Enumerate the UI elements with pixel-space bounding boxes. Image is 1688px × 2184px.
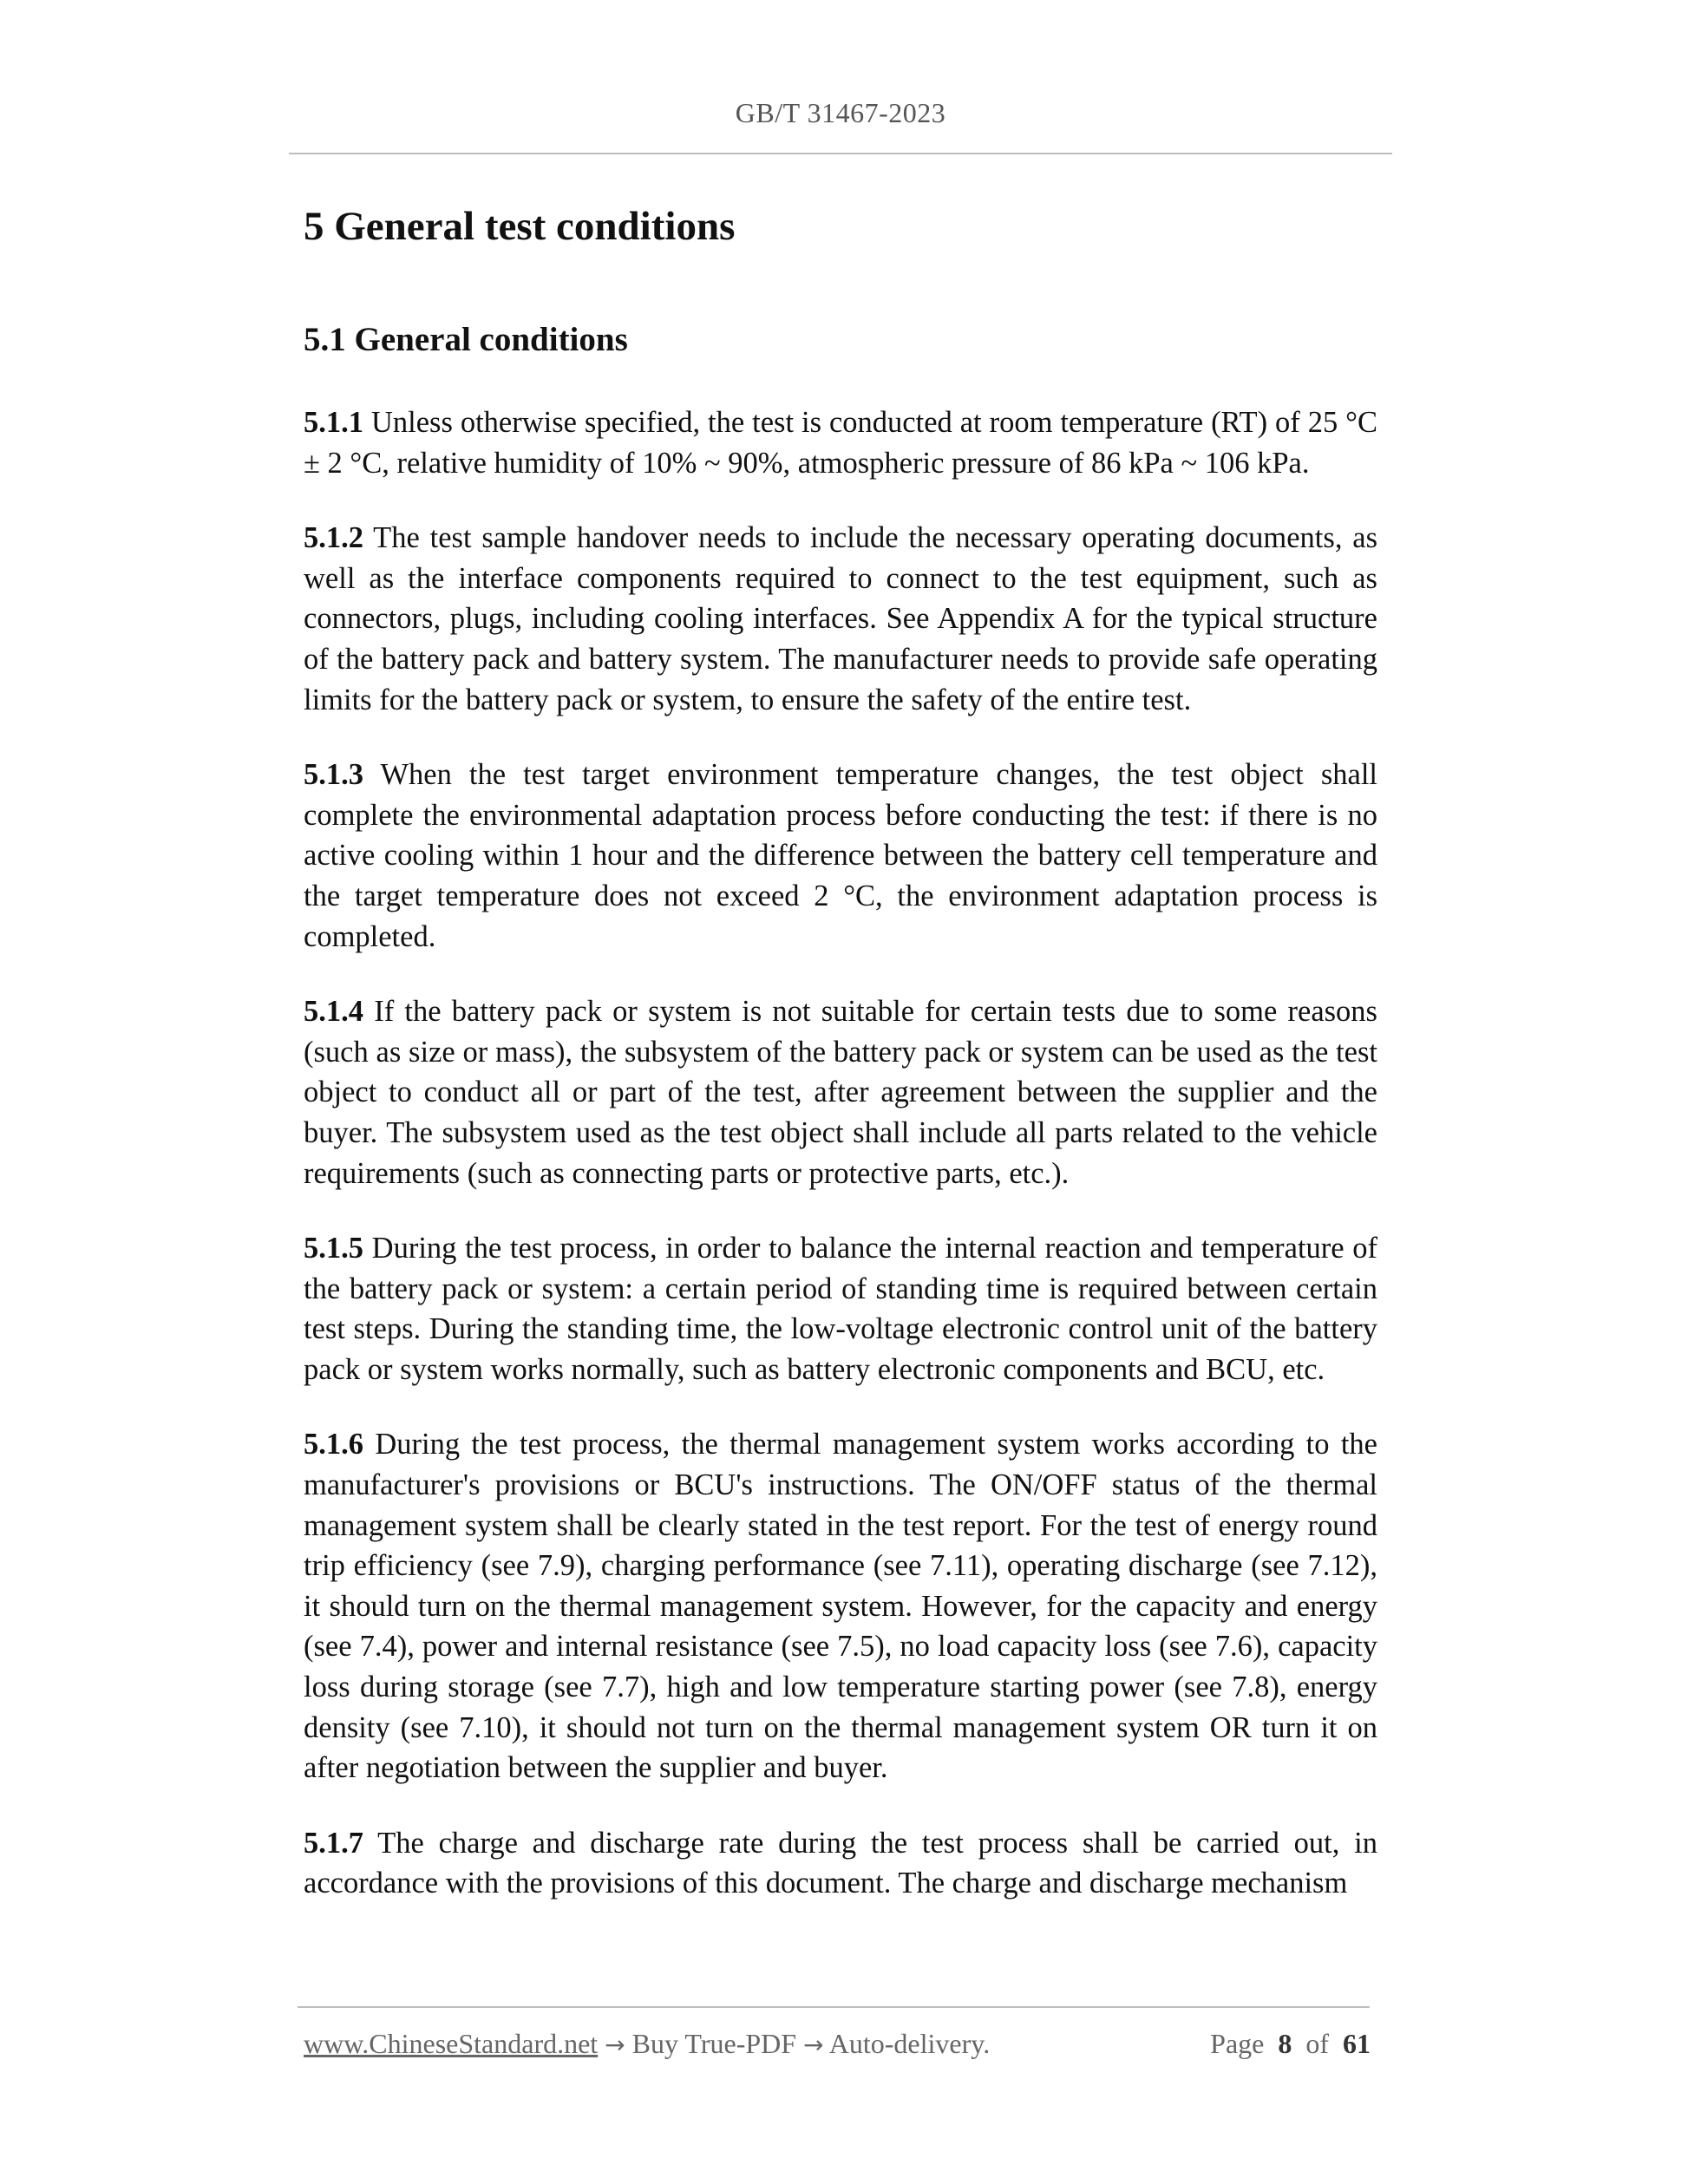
page-footer bbox=[304, 2028, 1371, 2066]
clause-5-1-3 bbox=[304, 755, 1377, 957]
current-page-number: 8 bbox=[1278, 2028, 1292, 2059]
clause-text: Unless otherwise specified, the test is conducted at room temperature (RT) of 25 °C ± 2 °C, relative humidity of 10% ~ 90%, atmospheric pressure of 86 kPa ~ 106 kPa. bbox=[304, 406, 1377, 480]
clause-text: If the battery pack or system is not suitable for certain tests due to some reasons (such as size or mass), the subsystem of the battery pack or system can be used as the test object to conduct all or part of the test, after agreement between the supplier and the buyer. The subsystem used as the test object shall include all parts related to the vehicle requirements (such as connecting parts or protective parts, etc.). bbox=[304, 995, 1377, 1190]
page-label: Page bbox=[1210, 2028, 1265, 2059]
auto-delivery-text: Auto-delivery. bbox=[823, 2028, 991, 2059]
website-link[interactable]: www.ChineseStandard.net bbox=[304, 2028, 599, 2059]
arrow-right-icon: → bbox=[803, 2030, 824, 2059]
clause-5-1-1 bbox=[304, 402, 1377, 483]
page-body bbox=[304, 196, 1377, 1904]
clause-number: 5.1.4 bbox=[304, 995, 363, 1029]
clause-number: 5.1.1 bbox=[304, 406, 363, 439]
clause-number: 5.1.7 bbox=[304, 1826, 363, 1860]
subsection-title: 5.1 General conditions bbox=[304, 321, 628, 358]
clause-5-1-2 bbox=[304, 518, 1377, 720]
footer-promo bbox=[304, 2028, 990, 2060]
clause-5-1-4 bbox=[304, 991, 1377, 1193]
arrow-right-icon: → bbox=[605, 2030, 625, 2059]
clause-number: 5.1.3 bbox=[304, 758, 363, 792]
clause-5-1-7 bbox=[304, 1823, 1377, 1904]
header-divider bbox=[289, 153, 1392, 154]
clause-text: The charge and discharge rate during the test process shall be carried out, in accordance with the provisions of this document. The charge and discharge mechanism bbox=[304, 1826, 1377, 1900]
clause-text: During the test process, in order to balance the internal reaction and temperature of the battery pack or system: a certain period of standing time is required between certain test steps. During the standing time, the low-voltage electronic control unit of the battery pack or system works normally, such as battery electronic components and BCU, etc. bbox=[304, 1232, 1377, 1386]
running-header: GB/T 31467-2023 bbox=[735, 97, 946, 128]
clause-number: 5.1.5 bbox=[304, 1232, 363, 1265]
of-label: of bbox=[1305, 2028, 1329, 2059]
clause-5-1-5 bbox=[304, 1228, 1377, 1390]
clause-5-1-6 bbox=[304, 1424, 1377, 1788]
section-title: 5 General test conditions bbox=[304, 204, 736, 249]
clause-text: The test sample handover needs to include the necessary operating documents, as well as the interface components required to connect to the test equipment, such as connectors, plugs, including cooling interfaces. See Appendix A for the typical structure of the battery pack and battery system. The manufacturer needs to provide safe operating limits for the battery pack or system, to ensure the safety of the entire test. bbox=[304, 521, 1377, 716]
clause-number: 5.1.6 bbox=[304, 1428, 363, 1461]
buy-true-pdf-text: Buy True-PDF bbox=[625, 2028, 804, 2059]
clause-number: 5.1.2 bbox=[304, 521, 363, 555]
total-pages-number: 61 bbox=[1343, 2028, 1371, 2059]
page-indicator bbox=[1210, 2028, 1371, 2060]
clause-text: When the test target environment temperature changes, the test object shall complete the environmental adaptation process before conducting the test: if there is no active cooling within 1 hour and the difference between the battery cell temperature and the target temperature does not exceed 2 °C, the environment adaptation process is completed. bbox=[304, 758, 1377, 953]
clause-text: During the test process, the thermal management system works according to the manufacturer's provisions or BCU's instructions. The ON/OFF status of the thermal management system shall be clearly stated in the test report. For the test of energy round trip efficiency (see 7.9), charging performance (see 7.11), operating discharge (see 7.12), it should turn on the thermal management system. However, for the capacity and energy (see 7.4), power and internal resistance (see 7.5), no load capacity loss (see 7.6), capacity loss during storage (see 7.7), high and low temperature starting power (see 7.8), energy density (see 7.10), it should not turn on the thermal management system OR turn it on after negotiation between the supplier and buyer. bbox=[304, 1428, 1377, 1785]
footer-divider bbox=[298, 2006, 1370, 2008]
